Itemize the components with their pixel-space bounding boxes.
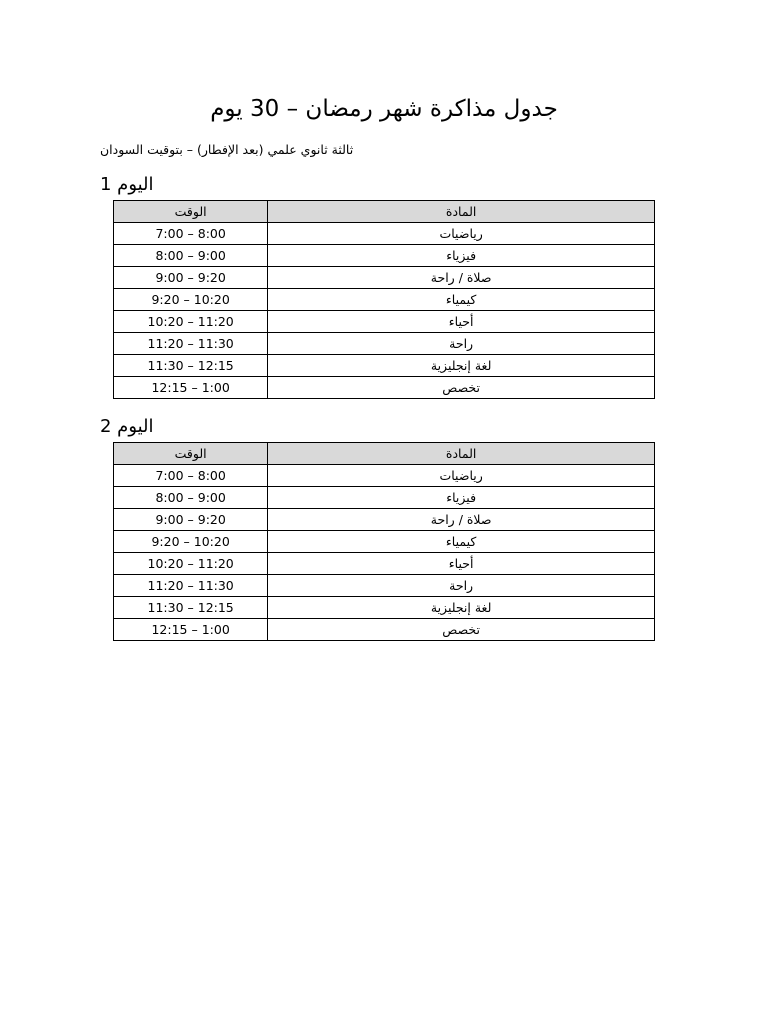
day-1-schedule-table [113, 200, 655, 399]
subject-cell: فيزياء [268, 245, 655, 267]
table-row [114, 333, 655, 355]
subject-column-header: المادة [268, 443, 655, 465]
subject-cell: كيمياء [268, 531, 655, 553]
subject-cell: أحياء [268, 311, 655, 333]
time-cell: 12:15 – 1:00 [114, 619, 268, 641]
time-cell: 8:00 – 9:00 [114, 245, 268, 267]
time-cell: 11:30 – 12:15 [114, 355, 268, 377]
subject-cell: أحياء [268, 553, 655, 575]
day-2-schedule-table [113, 442, 655, 641]
table-row [114, 465, 655, 487]
time-cell: 9:20 – 10:20 [114, 289, 268, 311]
subject-column-header: المادة [268, 201, 655, 223]
time-cell: 10:20 – 11:20 [114, 311, 268, 333]
time-cell: 8:00 – 9:00 [114, 487, 268, 509]
table-header-row [114, 443, 655, 465]
time-cell: 12:15 – 1:00 [114, 377, 268, 399]
table-row [114, 597, 655, 619]
table-row [114, 487, 655, 509]
subject-cell: لغة إنجليزية [268, 597, 655, 619]
subject-cell: صلاة / راحة [268, 509, 655, 531]
subject-cell: كيمياء [268, 289, 655, 311]
table-row [114, 377, 655, 399]
subject-cell: لغة إنجليزية [268, 355, 655, 377]
time-cell: 10:20 – 11:20 [114, 553, 268, 575]
time-cell: 7:00 – 8:00 [114, 465, 268, 487]
table-row [114, 619, 655, 641]
subject-cell: فيزياء [268, 487, 655, 509]
subject-cell: صلاة / راحة [268, 267, 655, 289]
document-subtitle: ثالثة ثانوي علمي (بعد الإفطار) – بتوقيت السودان [100, 142, 354, 157]
table-row [114, 267, 655, 289]
day-1-heading: اليوم 1 [100, 174, 154, 195]
table-row [114, 311, 655, 333]
table-row [114, 509, 655, 531]
time-cell: 9:20 – 10:20 [114, 531, 268, 553]
subject-cell: رياضيات [268, 223, 655, 245]
time-cell: 11:20 – 11:30 [114, 575, 268, 597]
time-cell: 9:00 – 9:20 [114, 267, 268, 289]
subject-cell: تخصص [268, 619, 655, 641]
document-title: جدول مذاكرة شهر رمضان – 30 يوم [210, 96, 558, 122]
table-row [114, 223, 655, 245]
table-header-row [114, 201, 655, 223]
time-column-header: الوقت [114, 201, 268, 223]
table-row [114, 531, 655, 553]
table-row [114, 289, 655, 311]
subject-cell: راحة [268, 333, 655, 355]
day-2-heading: اليوم 2 [100, 416, 154, 437]
time-cell: 9:00 – 9:20 [114, 509, 268, 531]
table-row [114, 355, 655, 377]
time-cell: 11:20 – 11:30 [114, 333, 268, 355]
time-cell: 11:30 – 12:15 [114, 597, 268, 619]
subject-cell: تخصص [268, 377, 655, 399]
table-row [114, 245, 655, 267]
time-cell: 7:00 – 8:00 [114, 223, 268, 245]
table-row [114, 553, 655, 575]
time-column-header: الوقت [114, 443, 268, 465]
table-row [114, 575, 655, 597]
subject-cell: راحة [268, 575, 655, 597]
subject-cell: رياضيات [268, 465, 655, 487]
